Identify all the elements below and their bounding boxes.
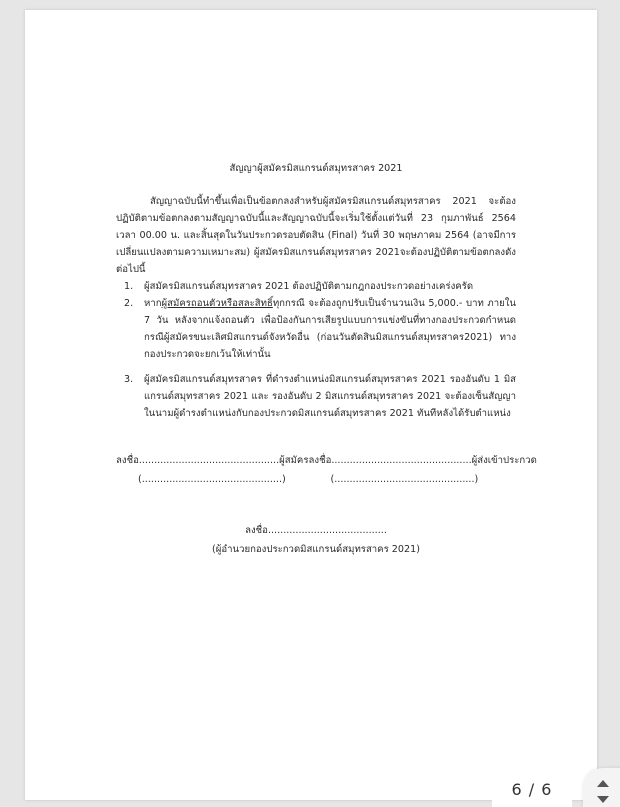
sender-signature-line: ลงชื่อ..............................................ผู้ส่งเข้าประกวด (308, 455, 537, 466)
list-item (116, 295, 516, 363)
rule-text-underlined: ผู้สมัครถอนตัวหรือสละสิทธิ์ (161, 298, 273, 309)
applicant-name-line: (..............................................) (138, 474, 286, 485)
sender-signature (309, 452, 537, 488)
list-item (116, 278, 516, 295)
rule-number: 3. (124, 374, 134, 385)
rules-list (116, 278, 516, 422)
chevron-up-icon[interactable] (597, 780, 609, 787)
list-item (116, 371, 516, 422)
director-signature (116, 522, 516, 558)
contract-title: สัญญาผู้สมัครมิสแกรนด์สมุทรสาคร 2021 (229, 163, 403, 174)
page-indicator: 6 / 6 (492, 773, 572, 807)
applicant-signature-line: ลงชื่อ..............................................ผู้สมัคร (116, 455, 309, 466)
director-signature-line: ลงชื่อ....................................... (245, 525, 387, 536)
chevron-down-icon[interactable] (597, 796, 609, 803)
rule-text (144, 295, 516, 363)
rule-number: 2. (124, 298, 134, 309)
director-title: (ผู้อำนวยกองประกวดมิสแกรนด์สมุทรสาคร 2021) (212, 544, 420, 555)
rule-text: ผู้สมัครมิสแกรนด์สมุทรสาคร 2021 ต้องปฏิบัติตามกฎกองประกวดอย่างเคร่งครัด (144, 281, 474, 292)
rule-number: 1. (124, 281, 134, 292)
contract-intro: สัญญาฉบับนี้ทำขึ้นเพื่อเป็นข้อตกลงสำหรับผู้สมัครมิสแกรนด์สมุทรสาคร 2021 จะต้องปฏิบัติตามข้อตกลงตามสัญญาฉบับนี้และสัญญาฉบับนี้จะเริ่มใช้ตั้งแต่วันที่ 23 กุมภาพันธ์ 2564 เวลา 00.00 น. และสิ้นสุดในวันประกวดรอบตัดสิน (Final) วันที่ 30 พฤษภาคม 2564 (อาจมีการเปลี่ยนแปลงตามความเหมาะสม) ผู้สมัครมิสแกรนด์สมุทรสาคร 2021จะต้องปฏิบัติตามข้อตกลงดังต่อไปนี้ (116, 196, 516, 275)
rule-text-post: ทุกกรณี จะต้องถูกปรับเป็นจำนวนเงิน 5,000.- บาท ภายใน 7 วัน หลังจากแจ้งถอนตัว เพื่อป้องกันการเสียรูปแบบการแข่งขันที่ทางกองประกวดกำหนด กรณีผู้สมัครขนะเลิศมิสแกรนด์จังหวัดอื่น (ก่อนวันตัดสินมิสแกรนด์สมุทรสาคร2021) ทางกองประกวดจะยกเว้นให้เท่านั้น (144, 298, 516, 360)
sender-name-line: (..............................................) (330, 474, 479, 485)
applicant-signature (116, 452, 309, 488)
page-scroll-control[interactable] (583, 768, 620, 807)
document-page (25, 10, 597, 800)
rule-text-pre: หาก (144, 298, 162, 309)
contract-body (116, 160, 537, 558)
signature-row (116, 452, 537, 488)
rule-text: ผู้สมัครมิสแกรนด์สมุทรสาคร ที่ดำรงตำแหน่งมิสแกรนด์สมุทรสาคร 2021 รองอันดับ 1 มิสแกรนด์สมุทรสาคร 2021 และ รองอันดับ 2 มิสแกรนด์สมุทรสาคร 2021 จะต้องเซ็นสัญญาในนามผู้ดำรงตำแหน่งกับกองประกวดมิสแกรนด์สมุทรสาคร 2021 ทันทีหลังได้รับตำแหน่ง (144, 374, 516, 419)
